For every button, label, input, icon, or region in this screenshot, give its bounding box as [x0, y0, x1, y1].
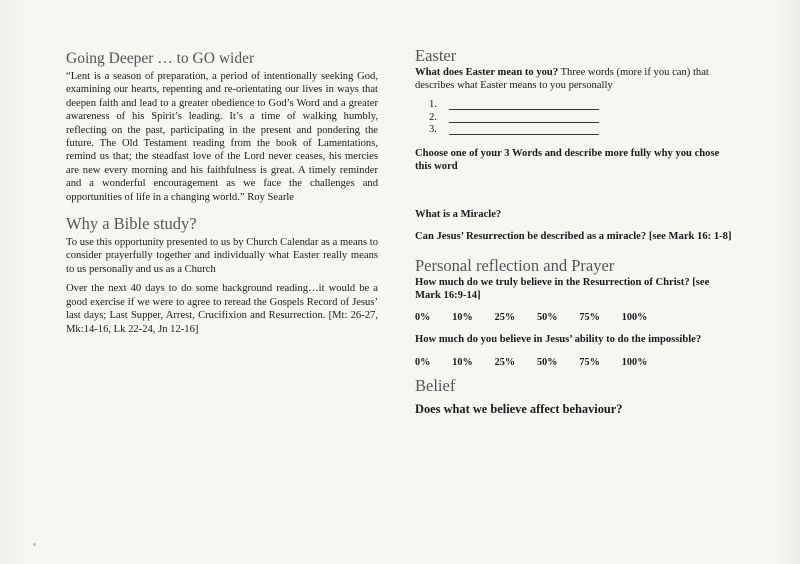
lent-quote: “Lent is a season of preparation, a period of intentionally seeking God, examining our hearts, repenting and re-orientating our lives in ways that deepen faith and lead to a greater obedience to God’s Word and a greater awareness of his Spirit’s leading. It’s a time of walking humbly, reflecting on the past, participating in the present and pondering the future. The Old Testament reading from the book of Lamentations, remind us that; the steadfast love of the Lord never ceases, his mercies are new every morning and his faithfulness is great. A timely reminder and a wonderful encouragement as we face the challenges and opportunities of life in a changing world.” Roy Searle: [66, 71, 378, 203]
scale-option[interactable]: 50%: [537, 312, 558, 324]
miracle-question: What is a Miracle?: [415, 208, 502, 220]
word-line-2[interactable]: [429, 110, 735, 122]
easter-question: [415, 66, 735, 93]
background-reading: Over the next 40 days to do some background reading…it would be a good exercise if we were to agree to reread the Gospels Record of Jesus’ last days; Last Supper, Arrest, Crucifixion and Resurrection. [Mt: 26-27, Mk:14-16, Lk 22-24, Jn 12-16]: [66, 283, 378, 335]
scale-option[interactable]: 100%: [621, 312, 648, 324]
belief-scale-1: [415, 312, 735, 323]
scale-option[interactable]: 75%: [579, 312, 600, 324]
bible-study-heading: Why a Bible study?: [66, 214, 197, 234]
resurrection-question: Can Jesus’ Resurrection be described as a miracle? [see Mark 16: 1-8]: [415, 231, 732, 243]
write-line: [449, 113, 599, 123]
scale-option[interactable]: 0%: [415, 312, 431, 324]
easter-heading: Easter: [415, 46, 457, 65]
word-number: 3.: [429, 123, 437, 135]
word-number: 2.: [429, 111, 437, 123]
easter-question-bold: What does Easter mean to you?: [415, 67, 559, 78]
left-column: [66, 50, 378, 336]
choose-word-question: Choose one of your 3 Words and describe more fully why you chose this word: [415, 147, 720, 173]
easter-question-rest: Three words (more if you can) that describes what Easter means to you personally: [415, 67, 709, 92]
scan-speck: [33, 543, 36, 546]
word-line-1[interactable]: [429, 98, 735, 110]
word-number: 1.: [429, 99, 437, 111]
scale-option[interactable]: 25%: [494, 312, 516, 324]
going-deeper-heading: Going Deeper … to GO wider: [66, 50, 255, 67]
scale-option[interactable]: 100%: [621, 356, 648, 368]
belief-question: Does what we believe affect behaviour?: [415, 401, 623, 416]
three-words-list: [429, 98, 735, 135]
belief-heading: Belief: [415, 375, 456, 395]
word-line-3[interactable]: [429, 123, 735, 135]
scale-option[interactable]: 10%: [452, 312, 473, 324]
believe-question-2: How much do you believe in Jesus’ ability to do the impossible?: [415, 334, 702, 346]
bible-study-purpose: To use this opportunity presented to us by Church Calendar as a means to consider prayerfully together and individually what Easter really means to us personally and us as a Church: [66, 237, 378, 275]
scale-option[interactable]: 50%: [537, 356, 558, 368]
belief-scale-2: [415, 357, 735, 368]
write-line: [449, 100, 599, 110]
reflection-heading: Personal reflection and Prayer: [415, 255, 615, 275]
believe-question-1: How much do we truly believe in the Resurrection of Christ? [see Mark 16:9-14]: [415, 276, 710, 302]
scale-option[interactable]: 10%: [452, 356, 473, 368]
scale-option[interactable]: 0%: [415, 356, 431, 368]
scale-option[interactable]: 75%: [579, 356, 600, 368]
scale-option[interactable]: 25%: [494, 356, 516, 368]
write-line: [449, 125, 599, 135]
right-column: [415, 46, 735, 417]
